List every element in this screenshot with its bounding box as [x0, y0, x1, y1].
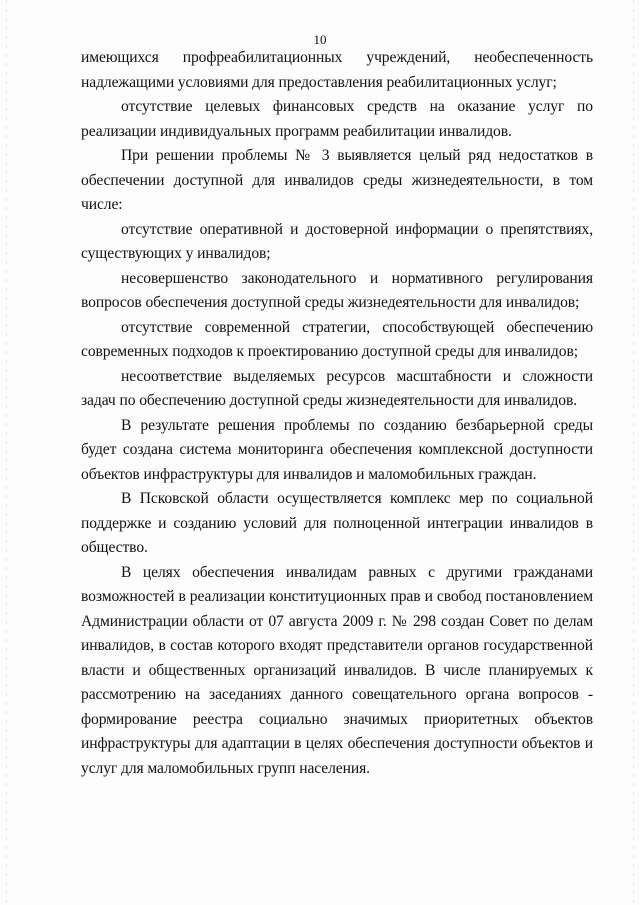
paragraph: отсутствие современной стратегии, способствующей обеспечению современных подходов к проектированию доступной среды для инвалидов; — [81, 318, 593, 360]
paragraph: В Псковской области осуществляется комплекс мер по социальной поддержке и созданию условий для полноценной интеграции инвалидов в общество. — [81, 490, 593, 556]
scan-edge-right — [633, 0, 634, 905]
paragraph: несоответствие выделяемых ресурсов масштабности и сложности задач по обеспечению доступной среды жизнедеятельности для инвалидов. — [81, 367, 593, 409]
paragraph: В целях обеспечения инвалидам равных с другими гражданами возможностей в реализации конституционных прав и свобод постановлением Администрации области от 07 августа 2009 г. № 298 создан Совет по делам инвалидов, в состав которого входят представители органов государственной власти и общественных организаций инвалидов. В числе планируемых к рассмотрению на заседаниях данного совещательного органа вопросов - формирование реестра социально значимых приоритетных объектов инфраструктуры для адаптации в целях обеспечения доступности объектов и услуг для маломобильных групп населения. — [81, 563, 593, 777]
paragraph: В результате решения проблемы по созданию безбарьерной среды будет создана система мониторинга обеспечения комплексной доступности объектов инфраструктуры для инвалидов и маломобильных граждан. — [81, 416, 593, 483]
scan-edge-left — [6, 0, 7, 905]
paragraph: При решении проблемы № 3 выявляется целый ряд недостатков в обеспечении доступной для инвалидов среды жизнедеятельности, в том числе: — [81, 147, 593, 213]
paragraph: имеющихся профреабилитационных учреждений, необеспеченность надлежащими условиями для предоставления реабилитационных услуг; — [81, 49, 593, 91]
paragraph: отсутствие целевых финансовых средств на оказание услуг по реализации индивидуальных программ реабилитации инвалидов. — [81, 98, 593, 140]
document-body — [81, 46, 593, 781]
paragraph: отсутствие оперативной и достоверной информации о препятствиях, существующих у инвалидов; — [81, 220, 593, 262]
page-number: 10 — [313, 32, 327, 47]
paragraph: несовершенство законодательного и нормативного регулирования вопросов обеспечения доступной среды жизнедеятельности для инвалидов; — [81, 269, 593, 311]
